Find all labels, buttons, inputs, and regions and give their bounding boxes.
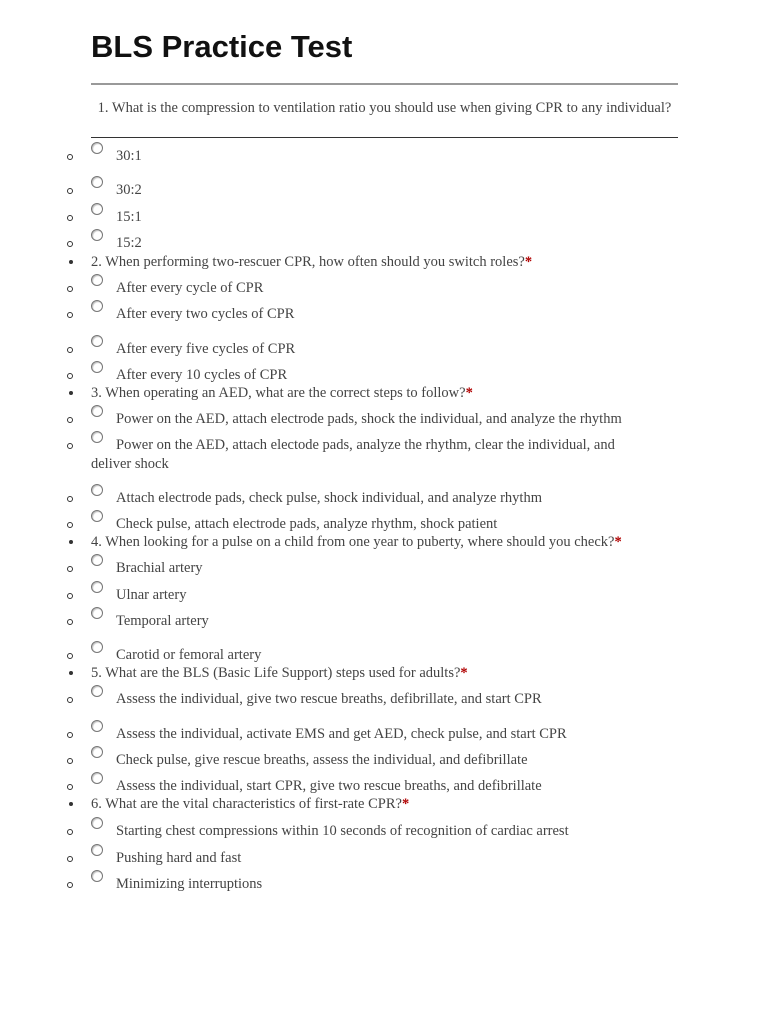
- radio-button[interactable]: [91, 300, 103, 312]
- list-marker-bullet: [69, 802, 73, 806]
- list-marker-hollow: [67, 312, 73, 318]
- radio-button[interactable]: [91, 405, 103, 417]
- option-label: Assess the individual, give two rescue breaths, defibrillate, and start CPR: [116, 691, 542, 707]
- option-label: 30:2: [116, 182, 142, 198]
- list-marker-hollow: [67, 829, 73, 835]
- option-label: Assess the individual, start CPR, give two rescue breaths, and defibrillate: [116, 778, 542, 794]
- option-label: Temporal artery: [116, 613, 209, 629]
- radio-button[interactable]: [91, 607, 103, 619]
- list-marker-hollow: [67, 882, 73, 888]
- option-label: 15:2: [116, 235, 142, 251]
- list-marker-bullet: [69, 671, 73, 675]
- page-title: BLS Practice Test: [91, 29, 353, 64]
- question-1-text: 1. What is the compression to ventilation ratio you should use when giving CPR to any individual?: [97, 100, 672, 116]
- radio-button[interactable]: [91, 203, 103, 215]
- option-label: Check pulse, give rescue breaths, assess the individual, and defibrillate: [116, 752, 528, 768]
- radio-button[interactable]: [91, 274, 103, 286]
- option-label: Power on the AED, attach electrode pads, shock the individual, and analyze the rhythm: [116, 411, 622, 427]
- radio-button[interactable]: [91, 176, 103, 188]
- required-asterisk: *: [401, 796, 410, 812]
- list-marker-hollow: [67, 188, 73, 194]
- list-marker-hollow: [67, 593, 73, 599]
- list-marker-hollow: [67, 417, 73, 423]
- list-marker-hollow: [67, 566, 73, 572]
- option-label: Carotid or femoral artery: [116, 647, 262, 663]
- radio-button[interactable]: [91, 581, 103, 593]
- option-label: After every cycle of CPR: [116, 280, 264, 296]
- option-label: Assess the individual, activate EMS and get AED, check pulse, and start CPR: [116, 726, 567, 742]
- list-marker-hollow: [67, 653, 73, 659]
- title-divider: [91, 83, 678, 85]
- option-label: Pushing hard and fast: [116, 850, 242, 866]
- radio-button[interactable]: [91, 772, 103, 784]
- option-label: Starting chest compressions within 10 seconds of recognition of cardiac arrest: [116, 823, 569, 839]
- list-marker-bullet: [69, 540, 73, 544]
- radio-button[interactable]: [91, 870, 103, 882]
- list-marker-hollow: [67, 522, 73, 528]
- radio-button[interactable]: [91, 844, 103, 856]
- question-3-text: 3. When operating an AED, what are the correct steps to follow?*: [91, 385, 473, 401]
- option-label: Power on the AED, attach electode pads, analyze the rhythm, clear the individual, and deliver shock: [91, 437, 615, 472]
- radio-button[interactable]: [91, 720, 103, 732]
- question-1-divider: [91, 137, 678, 138]
- required-asterisk: *: [460, 665, 468, 681]
- list-marker-bullet: [69, 391, 73, 395]
- radio-button[interactable]: [91, 484, 103, 496]
- option-label: Check pulse, attach electrode pads, analyze rhythm, shock patient: [116, 516, 498, 532]
- radio-button[interactable]: [91, 142, 103, 154]
- list-marker-hollow: [67, 732, 73, 738]
- option-label: Ulnar artery: [116, 587, 187, 603]
- option-label: After every five cycles of CPR: [116, 341, 296, 357]
- option-label: After every two cycles of CPR: [116, 306, 295, 322]
- list-marker-hollow: [67, 215, 73, 221]
- radio-button[interactable]: [91, 229, 103, 241]
- list-marker-hollow: [67, 856, 73, 862]
- radio-button[interactable]: [91, 685, 103, 697]
- option-label: 15:1: [116, 209, 142, 225]
- question-2-text: 2. When performing two-rescuer CPR, how often should you switch roles?*: [91, 254, 533, 270]
- question-6-text: 6. What are the vital characteristics of first-rate CPR?*: [91, 796, 410, 812]
- list-marker-hollow: [67, 241, 73, 247]
- option-label: Brachial artery: [116, 560, 203, 576]
- option-label: Attach electrode pads, check pulse, shock individual, and analyze rhythm: [116, 490, 542, 506]
- option-label: After every 10 cycles of CPR: [116, 367, 288, 383]
- list-marker-hollow: [67, 286, 73, 292]
- question-5-text: 5. What are the BLS (Basic Life Support) steps used for adults?*: [91, 665, 468, 681]
- radio-button[interactable]: [91, 641, 103, 653]
- radio-button[interactable]: [91, 510, 103, 522]
- list-marker-hollow: [67, 347, 73, 353]
- list-marker-hollow: [67, 443, 73, 449]
- radio-button[interactable]: [91, 746, 103, 758]
- radio-button[interactable]: [91, 335, 103, 347]
- list-marker-hollow: [67, 619, 73, 625]
- required-asterisk: *: [524, 254, 533, 270]
- list-marker-hollow: [67, 697, 73, 703]
- radio-button[interactable]: [91, 817, 103, 829]
- list-marker-hollow: [67, 496, 73, 502]
- list-marker-bullet: [69, 260, 73, 264]
- radio-button[interactable]: [91, 361, 103, 373]
- list-marker-hollow: [67, 154, 73, 160]
- required-asterisk: *: [465, 385, 473, 401]
- list-marker-hollow: [67, 758, 73, 764]
- option-label: 30:1: [116, 148, 142, 164]
- required-asterisk: *: [614, 534, 622, 550]
- radio-button[interactable]: [91, 554, 103, 566]
- list-marker-hollow: [67, 784, 73, 790]
- question-4-text: 4. When looking for a pulse on a child from one year to puberty, where should you check?*: [91, 534, 622, 550]
- option-label: Minimizing interruptions: [116, 876, 263, 892]
- list-marker-hollow: [67, 373, 73, 379]
